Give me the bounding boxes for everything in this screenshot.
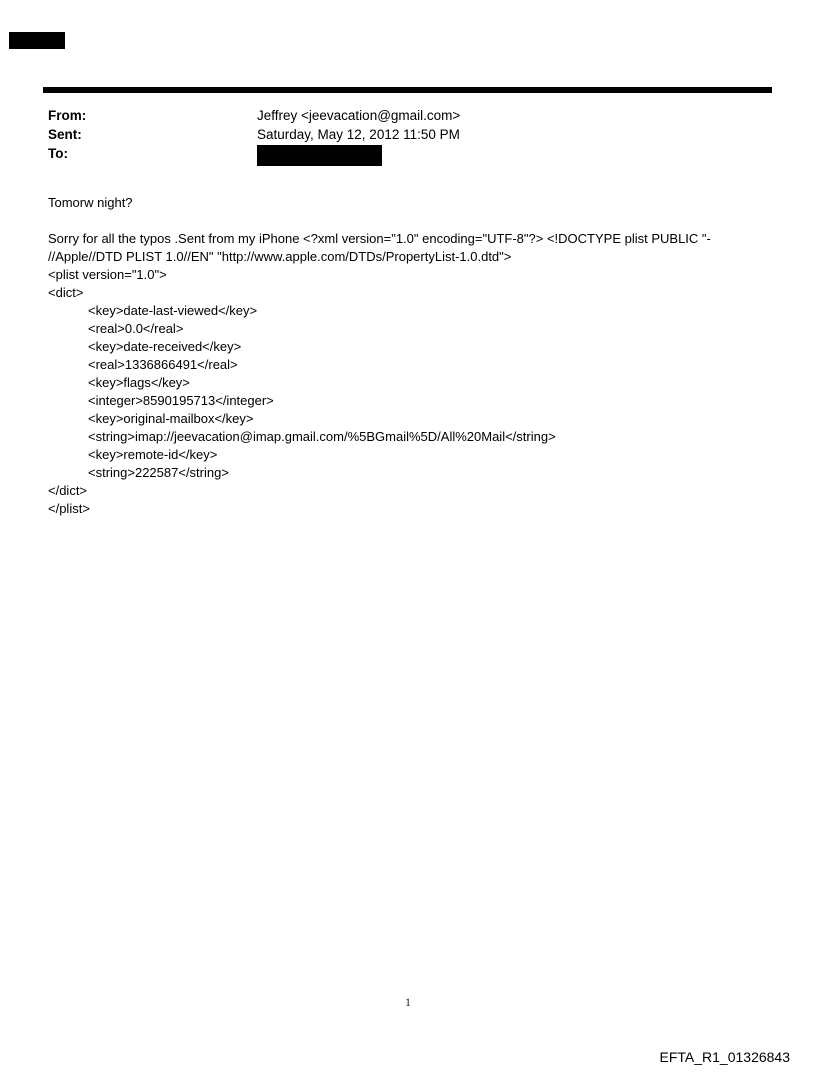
header-row-sent — [48, 125, 768, 144]
plist-line: <string>imap://jeevacation@imap.gmail.com/%5BGmail%5D/All%20Mail</string> — [88, 429, 556, 444]
plist-line: <real>0.0</real> — [88, 321, 184, 336]
header-divider-rule — [43, 87, 772, 93]
redaction-stamp-top-left — [9, 32, 65, 49]
plist-line: <key>remote-id</key> — [88, 447, 218, 462]
plist-line: <key>date-received</key> — [88, 339, 242, 354]
redaction-bar-to — [257, 145, 382, 166]
to-label: To: — [48, 146, 68, 161]
email-body — [48, 194, 788, 518]
plist-line: <key>original-mailbox</key> — [88, 411, 254, 426]
plist-line: <string>222587</string> — [88, 465, 229, 480]
plist-line: <key>date-last-viewed</key> — [88, 303, 258, 318]
from-label: From: — [48, 108, 87, 123]
body-line: <dict> — [48, 285, 84, 300]
body-line: //Apple//DTD PLIST 1.0//EN" "http://www.apple.com/DTDs/PropertyList-1.0.dtd"> — [48, 249, 512, 264]
page-number: 1 — [405, 995, 411, 1009]
sent-value: Saturday, May 12, 2012 11:50 PM — [257, 127, 460, 142]
header-row-from — [48, 106, 768, 125]
plist-line: <real>1336866491</real> — [88, 357, 238, 372]
email-header — [48, 106, 768, 166]
body-line-blank — [48, 212, 788, 230]
body-line: Sorry for all the typos .Sent from my iPhone <?xml version="1.0" encoding="UTF-8"?> <!DOCTYPE plist PUBLIC "- — [48, 231, 711, 246]
body-line: </plist> — [48, 501, 90, 516]
body-line: Tomorw night? — [48, 195, 133, 210]
body-line: </dict> — [48, 483, 88, 498]
from-value: Jeffrey <jeevacation@gmail.com> — [257, 108, 461, 123]
header-row-to — [48, 144, 768, 166]
bates-number: EFTA_R1_01326843 — [659, 1049, 790, 1065]
body-line: <plist version="1.0"> — [48, 267, 167, 282]
sent-label: Sent: — [48, 127, 82, 142]
plist-line: <key>flags</key> — [88, 375, 190, 390]
plist-line: <integer>8590195713</integer> — [88, 393, 274, 408]
